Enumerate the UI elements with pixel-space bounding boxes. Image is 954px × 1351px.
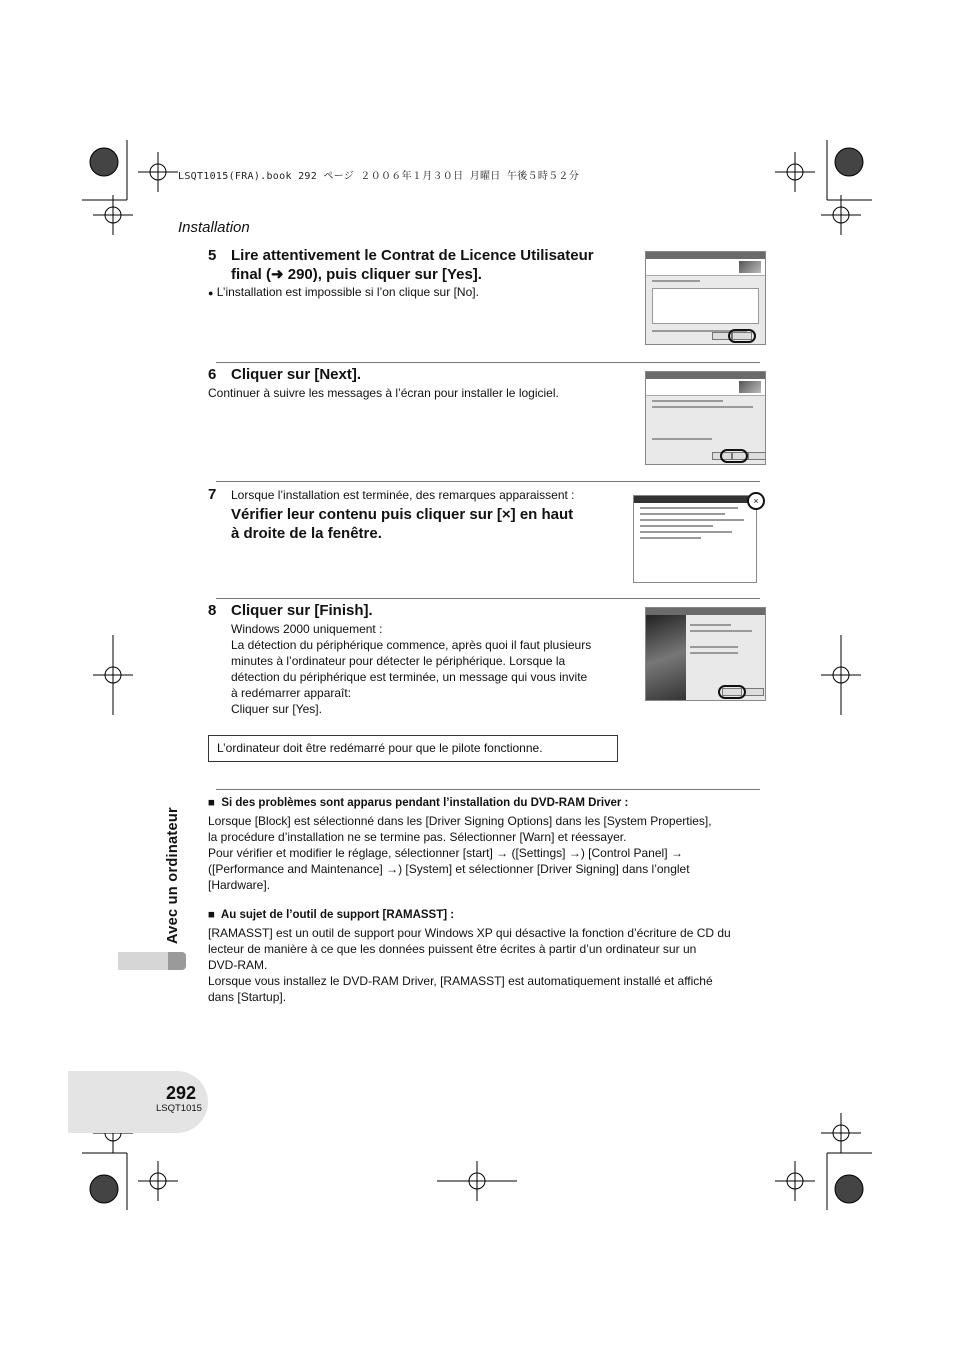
ramasst-text — [208, 925, 731, 1005]
step-8-line: La détection du périphérique commence, après quoi il faut plusieurs — [231, 638, 592, 652]
problems-line: la procédure d’installation ne se termine pas. Sélectionner [Warn] et réessayer. — [208, 830, 627, 844]
ramasst-line: DVD-RAM. — [208, 958, 268, 972]
page-number: 292 — [166, 1083, 197, 1103]
ramasst-line: Lorsque vous installez le DVD-RAM Driver, [RAMASST] est automatiquement installé et affiché — [208, 974, 713, 988]
sidebar-gray-bar — [118, 952, 168, 970]
step-7-intro: Lorsque l’installation est terminée, des remarques apparaissent : — [231, 488, 575, 502]
divider — [216, 598, 760, 599]
finish-dialog-screenshot — [645, 607, 766, 701]
step-8-number: 8 — [208, 602, 217, 619]
problems-heading-text: Si des problèmes sont apparus pendant l’installation du DVD-RAM Driver : — [221, 797, 629, 809]
step-8-title: Cliquer sur [Finish]. — [231, 602, 373, 619]
step-7-title-line2: à droite de la fenêtre. — [231, 525, 382, 542]
square-bullet-icon: ■ — [208, 909, 215, 921]
square-bullet-icon: ■ — [208, 797, 215, 809]
ramasst-line: [RAMASST] est un outil de support pour Windows XP qui désactive la fonction d’écriture de CD du — [208, 926, 731, 940]
step-7-title — [231, 505, 573, 543]
step-6-text: Continuer à suivre les messages à l’écran pour installer le logiciel. — [208, 386, 559, 400]
section-label: Installation — [178, 219, 250, 236]
problems-line: Lorsque [Block] est sélectionné dans les [Driver Signing Options] dans les [System Properties], — [208, 814, 712, 828]
divider — [216, 362, 760, 363]
divider — [216, 481, 760, 482]
license-dialog-screenshot — [645, 251, 766, 345]
sidebar-label: Avec un ordinateur — [165, 807, 181, 944]
step-8-line: Windows 2000 uniquement : — [231, 622, 383, 636]
problems-line: ([Performance and Maintenance] →) [System] et sélectionner [Driver Signing] dans l’onglet — [208, 862, 690, 876]
ramasst-heading — [208, 909, 454, 921]
step-5-bullet-text: L’installation est impossible si l’on clique sur [No]. — [216, 285, 479, 299]
close-icon: × — [747, 492, 765, 510]
bullet-icon: ● — [208, 288, 214, 298]
step-5-bullet — [208, 284, 479, 301]
step-5-title-line1: Lire attentivement le Contrat de Licence Utilisateur — [231, 247, 594, 264]
divider — [216, 789, 760, 790]
step-5-number: 5 — [208, 247, 217, 264]
print-header: LSQT1015(FRA).book 292 ページ ２００６年１月３０日 月曜日 午後５時５２分 — [178, 171, 580, 182]
note-box: L’ordinateur doit être redémarré pour que le pilote fonctionne. — [208, 735, 618, 762]
ramasst-line: dans [Startup]. — [208, 990, 287, 1004]
step-8-line: détection du périphérique est terminée, un message qui vous invite — [231, 670, 588, 684]
ramasst-heading-text: Au sujet de l’outil de support [RAMASST] : — [220, 909, 455, 921]
step-8-line: à redémarrer apparaît: — [231, 686, 352, 700]
page-code: LSQT1015 — [156, 1103, 202, 1114]
destination-dialog-screenshot — [645, 371, 766, 465]
step-6-title: Cliquer sur [Next]. — [231, 366, 362, 383]
sidebar-tab — [165, 796, 185, 946]
problems-line: [Hardware]. — [208, 878, 271, 892]
readme-window-screenshot — [633, 495, 757, 583]
problems-line: Pour vérifier et modifier le réglage, sélectionner [start] → ([Settings] →) [Control Panel] → — [208, 846, 683, 860]
step-8-line: minutes à l’ordinateur pour détecter le périphérique. Lorsque la — [231, 654, 566, 668]
step-7-number: 7 — [208, 486, 217, 503]
step-8-line: Cliquer sur [Yes]. — [231, 702, 322, 716]
step-6-number: 6 — [208, 366, 217, 383]
step-5-title — [231, 246, 594, 284]
problems-text — [208, 813, 712, 893]
sidebar-gray-bar-end — [168, 952, 186, 970]
problems-heading — [208, 797, 628, 809]
step-8-text — [231, 621, 591, 717]
ramasst-line: lecteur de manière à ce que les données puissent être écrites à partir d’un ordinateur sur un — [208, 942, 697, 956]
step-7-title-line1: Vérifier leur contenu puis cliquer sur [×] en haut — [231, 506, 574, 523]
step-5-title-line2: final (➜ 290), puis cliquer sur [Yes]. — [231, 266, 482, 283]
